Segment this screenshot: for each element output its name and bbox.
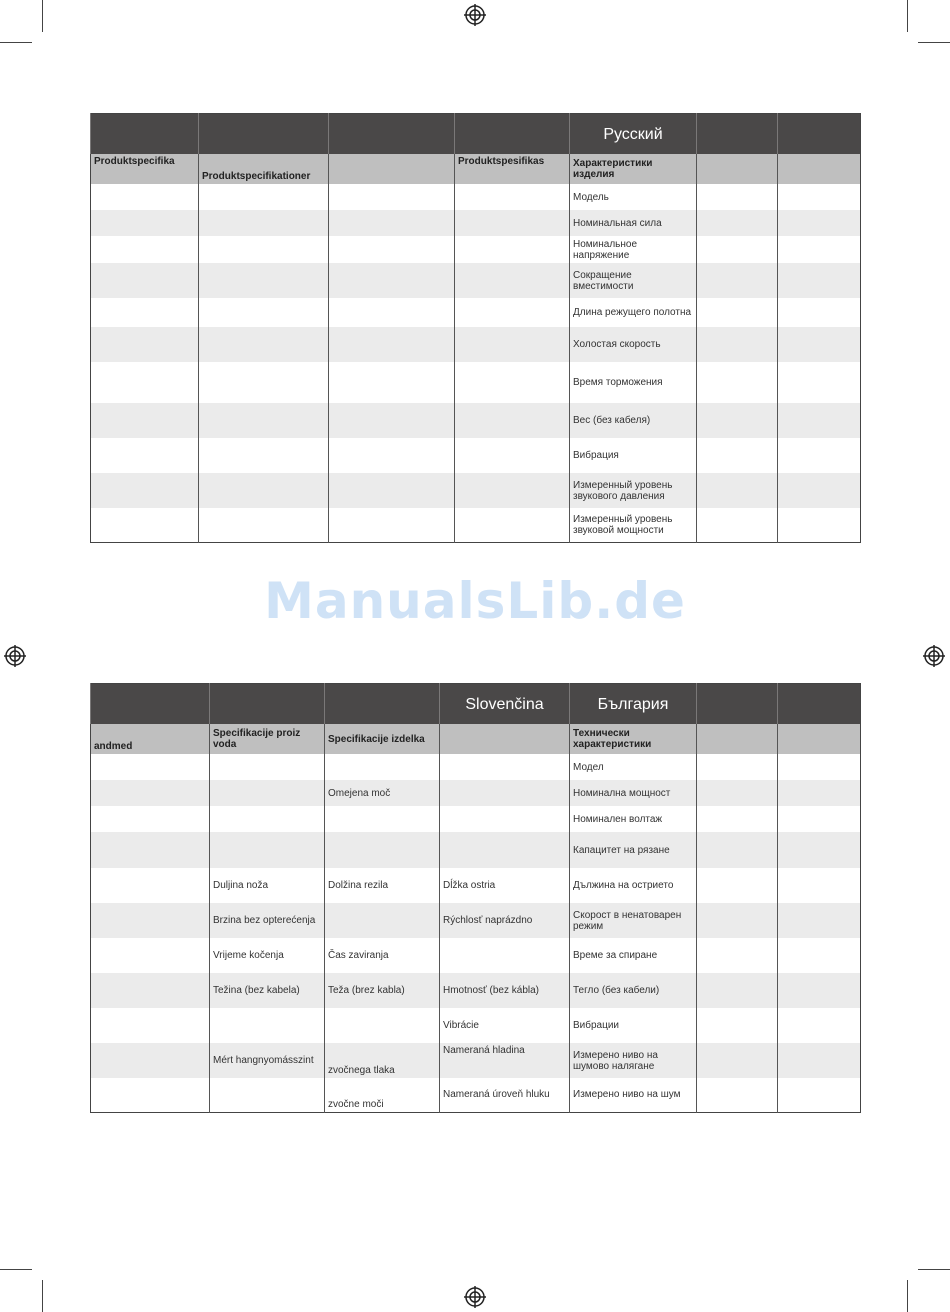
table-cell	[697, 1043, 778, 1078]
table-cell	[325, 903, 440, 938]
crop-mark-bottom-left-h	[0, 1269, 32, 1270]
section-header-cell	[440, 724, 570, 754]
language-cell: Slovenčina	[440, 684, 570, 725]
table-row	[91, 298, 861, 327]
table-cell	[778, 903, 861, 938]
table-cell	[91, 1043, 210, 1078]
section-header-cell	[778, 724, 861, 754]
table-row	[91, 1008, 861, 1043]
table-row	[91, 973, 861, 1008]
registration-mark-left-icon	[4, 645, 26, 667]
table-cell	[778, 298, 861, 327]
table-row	[91, 210, 861, 236]
table-cell: Vibrácie	[440, 1008, 570, 1043]
table-cell	[91, 210, 199, 236]
table-cell: Duljina noža	[210, 868, 325, 903]
table-cell	[778, 832, 861, 868]
section-header-cell: andmed	[91, 724, 210, 754]
language-header-row	[91, 114, 861, 155]
section-header-cell: Specifikacije izdelka	[325, 724, 440, 754]
language-cell	[199, 114, 329, 155]
table-row	[91, 903, 861, 938]
table-cell	[91, 780, 210, 806]
table-cell: Номинален волтаж	[570, 806, 697, 832]
language-cell	[329, 114, 455, 155]
table-cell	[697, 806, 778, 832]
table-cell: Скорост в ненатоварен режим	[570, 903, 697, 938]
table-cell	[778, 236, 861, 263]
table-cell	[697, 868, 778, 903]
table-cell: Omejena moč	[325, 780, 440, 806]
table-cell	[455, 403, 570, 438]
table-cell	[778, 438, 861, 473]
table-cell	[440, 754, 570, 780]
table-cell	[199, 438, 329, 473]
table-cell	[455, 508, 570, 542]
table-cell	[329, 362, 455, 403]
table-cell: Измерено ниво на шум	[570, 1078, 697, 1112]
language-cell	[455, 114, 570, 155]
table-cell: Сокращение вместимости	[570, 263, 697, 298]
table-cell	[778, 754, 861, 780]
section-header-cell	[778, 154, 861, 184]
section-header-cell	[697, 724, 778, 754]
table-cell	[778, 473, 861, 508]
table-cell	[91, 184, 199, 210]
table-cell	[778, 806, 861, 832]
table-row	[91, 1078, 861, 1112]
table-cell	[697, 1078, 778, 1112]
table-cell: Номинальная сила	[570, 210, 697, 236]
table-cell	[210, 780, 325, 806]
table-cell	[778, 184, 861, 210]
table-cell	[455, 327, 570, 362]
table-row	[91, 362, 861, 403]
table-cell	[697, 938, 778, 973]
table-row	[91, 184, 861, 210]
table-cell	[455, 438, 570, 473]
table-cell: Номинальное напряжение	[570, 236, 697, 263]
table-cell	[199, 362, 329, 403]
table-cell	[455, 298, 570, 327]
language-cell	[91, 114, 199, 155]
table-cell	[778, 327, 861, 362]
table-cell	[697, 754, 778, 780]
section-header-cell: Produktspecifikationer	[199, 154, 329, 184]
table-cell	[455, 473, 570, 508]
table-row	[91, 1043, 861, 1078]
crop-mark-top-left-h	[0, 42, 32, 43]
crop-mark-bottom-right	[907, 1280, 908, 1312]
language-cell: България	[570, 684, 697, 725]
table-row	[91, 236, 861, 263]
table-cell	[440, 938, 570, 973]
table-cell	[91, 403, 199, 438]
section-header-cell: Produktspecifika	[91, 154, 199, 184]
table-row	[91, 327, 861, 362]
table-cell	[697, 362, 778, 403]
table-row	[91, 938, 861, 973]
table-cell	[778, 1008, 861, 1043]
table-cell	[329, 263, 455, 298]
table-cell	[199, 263, 329, 298]
table-cell	[91, 973, 210, 1008]
section-header-cell: Технически характеристики	[570, 724, 697, 754]
table-cell	[210, 1078, 325, 1112]
language-header-row	[91, 684, 861, 725]
table-cell	[329, 403, 455, 438]
section-header-row	[91, 154, 861, 184]
table-cell	[697, 236, 778, 263]
registration-mark-bottom-icon	[464, 1286, 486, 1308]
table-cell	[91, 868, 210, 903]
crop-mark-top-left	[42, 0, 43, 32]
table-cell	[91, 754, 210, 780]
spec-table-1	[90, 113, 861, 543]
table-cell: Teža (brez kabla)	[325, 973, 440, 1008]
section-header-cell: Produktspesifikas	[455, 154, 570, 184]
section-header-row	[91, 724, 861, 754]
table-cell	[778, 362, 861, 403]
table-row	[91, 263, 861, 298]
table-cell	[455, 362, 570, 403]
table-cell: Brzina bez opterećenja	[210, 903, 325, 938]
table-row	[91, 868, 861, 903]
table-cell: Вибрации	[570, 1008, 697, 1043]
table-cell: Време за спиране	[570, 938, 697, 973]
section-header-cell	[697, 154, 778, 184]
language-cell	[210, 684, 325, 725]
table-cell: zvočnega tlaka	[325, 1043, 440, 1078]
table-cell	[91, 473, 199, 508]
table-cell	[210, 806, 325, 832]
crop-mark-bottom-right-h	[918, 1269, 950, 1270]
language-cell	[325, 684, 440, 725]
table-row	[91, 780, 861, 806]
table-cell	[440, 806, 570, 832]
table-row	[91, 473, 861, 508]
table-cell	[199, 403, 329, 438]
table-cell	[325, 832, 440, 868]
table-cell	[455, 184, 570, 210]
table-cell: Вес (без кабеля)	[570, 403, 697, 438]
table-cell: Vrijeme kočenja	[210, 938, 325, 973]
table-cell: Модель	[570, 184, 697, 210]
table-cell	[210, 1008, 325, 1043]
table-cell	[91, 327, 199, 362]
table-cell: Nameraná úroveň hluku	[440, 1078, 570, 1112]
table-cell	[778, 210, 861, 236]
table-cell	[329, 508, 455, 542]
language-cell	[91, 684, 210, 725]
table-cell: Čas zaviranja	[325, 938, 440, 973]
table-cell	[325, 806, 440, 832]
table-cell: zvočne moči	[325, 1078, 440, 1112]
section-header-cell: Specifikacije proiz voda	[210, 724, 325, 754]
table-cell: Rýchlosť naprázdno	[440, 903, 570, 938]
table-cell	[91, 832, 210, 868]
table-cell	[697, 438, 778, 473]
table-cell	[697, 473, 778, 508]
table-cell	[778, 403, 861, 438]
table-cell	[91, 938, 210, 973]
table-cell	[91, 508, 199, 542]
table-cell	[329, 236, 455, 263]
table-cell	[91, 298, 199, 327]
spec-table-2	[90, 683, 861, 1113]
table-cell	[697, 263, 778, 298]
table-cell: Тегло (без кабели)	[570, 973, 697, 1008]
table-cell	[329, 327, 455, 362]
table-cell: Измерено ниво на шумово налягане	[570, 1043, 697, 1078]
table-cell	[697, 184, 778, 210]
table-cell	[697, 973, 778, 1008]
table-cell	[199, 327, 329, 362]
table-cell	[199, 298, 329, 327]
table-cell: Mért hangnyomásszint	[210, 1043, 325, 1078]
table-cell: Длина режущего полотна	[570, 298, 697, 327]
section-header-cell: Характеристики изделия	[570, 154, 697, 184]
table-cell	[91, 1008, 210, 1043]
table-cell	[91, 438, 199, 473]
table-cell: Измеренный уровень звуковой мощности	[570, 508, 697, 542]
table-cell	[455, 210, 570, 236]
table-cell	[440, 832, 570, 868]
table-cell	[91, 362, 199, 403]
language-cell	[697, 114, 778, 155]
registration-mark-top-icon	[464, 4, 486, 26]
table-cell	[325, 1008, 440, 1043]
table-cell	[697, 1008, 778, 1043]
crop-mark-top-right-h	[918, 42, 950, 43]
table-cell	[778, 938, 861, 973]
table-cell	[778, 780, 861, 806]
table-cell	[199, 184, 329, 210]
table-cell	[697, 903, 778, 938]
language-cell: Русский	[570, 114, 697, 155]
watermark: ManualsLib.de	[264, 572, 686, 630]
table-cell	[199, 508, 329, 542]
table-cell: Капацитет на рязане	[570, 832, 697, 868]
table-row	[91, 508, 861, 542]
table-cell	[91, 236, 199, 263]
table-cell	[210, 754, 325, 780]
table-cell	[440, 780, 570, 806]
table-row	[91, 754, 861, 780]
table-row	[91, 832, 861, 868]
table-cell	[778, 263, 861, 298]
table-cell: Номинална мощност	[570, 780, 697, 806]
table-cell	[91, 806, 210, 832]
registration-mark-right-icon	[923, 645, 945, 667]
table-cell	[778, 868, 861, 903]
table-cell	[697, 832, 778, 868]
language-cell	[697, 684, 778, 725]
table-cell	[91, 263, 199, 298]
table-cell	[778, 1078, 861, 1112]
table-cell	[199, 210, 329, 236]
table-cell	[455, 236, 570, 263]
table-cell	[329, 438, 455, 473]
table-cell	[199, 236, 329, 263]
table-cell	[329, 184, 455, 210]
table-cell	[697, 403, 778, 438]
table-cell	[778, 1043, 861, 1078]
table-cell	[778, 973, 861, 1008]
language-cell	[778, 114, 861, 155]
table-cell: Вибрация	[570, 438, 697, 473]
table-cell: Dolžina rezila	[325, 868, 440, 903]
crop-mark-bottom-left	[42, 1280, 43, 1312]
table-cell	[210, 832, 325, 868]
crop-mark-top-right	[907, 0, 908, 32]
table-cell	[697, 210, 778, 236]
table-cell: Težina (bez kabela)	[210, 973, 325, 1008]
table-cell: Дължина на острието	[570, 868, 697, 903]
language-cell	[778, 684, 861, 725]
table-cell: Холостая скорость	[570, 327, 697, 362]
table-row	[91, 438, 861, 473]
table-cell: Время торможения	[570, 362, 697, 403]
table-cell	[91, 903, 210, 938]
table-cell	[778, 508, 861, 542]
table-cell: Модел	[570, 754, 697, 780]
section-header-cell	[329, 154, 455, 184]
table-cell	[329, 473, 455, 508]
table-cell	[329, 210, 455, 236]
table-row	[91, 806, 861, 832]
table-cell	[329, 298, 455, 327]
table-cell	[697, 298, 778, 327]
table-cell: Nameraná hladina	[440, 1043, 570, 1078]
table-cell	[91, 1078, 210, 1112]
table-cell: Dĺžka ostria	[440, 868, 570, 903]
table-cell: Hmotnosť (bez kábla)	[440, 973, 570, 1008]
table-cell	[199, 473, 329, 508]
table-cell	[455, 263, 570, 298]
table-row	[91, 403, 861, 438]
table-cell	[697, 327, 778, 362]
table-cell	[325, 754, 440, 780]
table-cell: Измеренный уровень звукового давления	[570, 473, 697, 508]
table-cell	[697, 780, 778, 806]
table-cell	[697, 508, 778, 542]
